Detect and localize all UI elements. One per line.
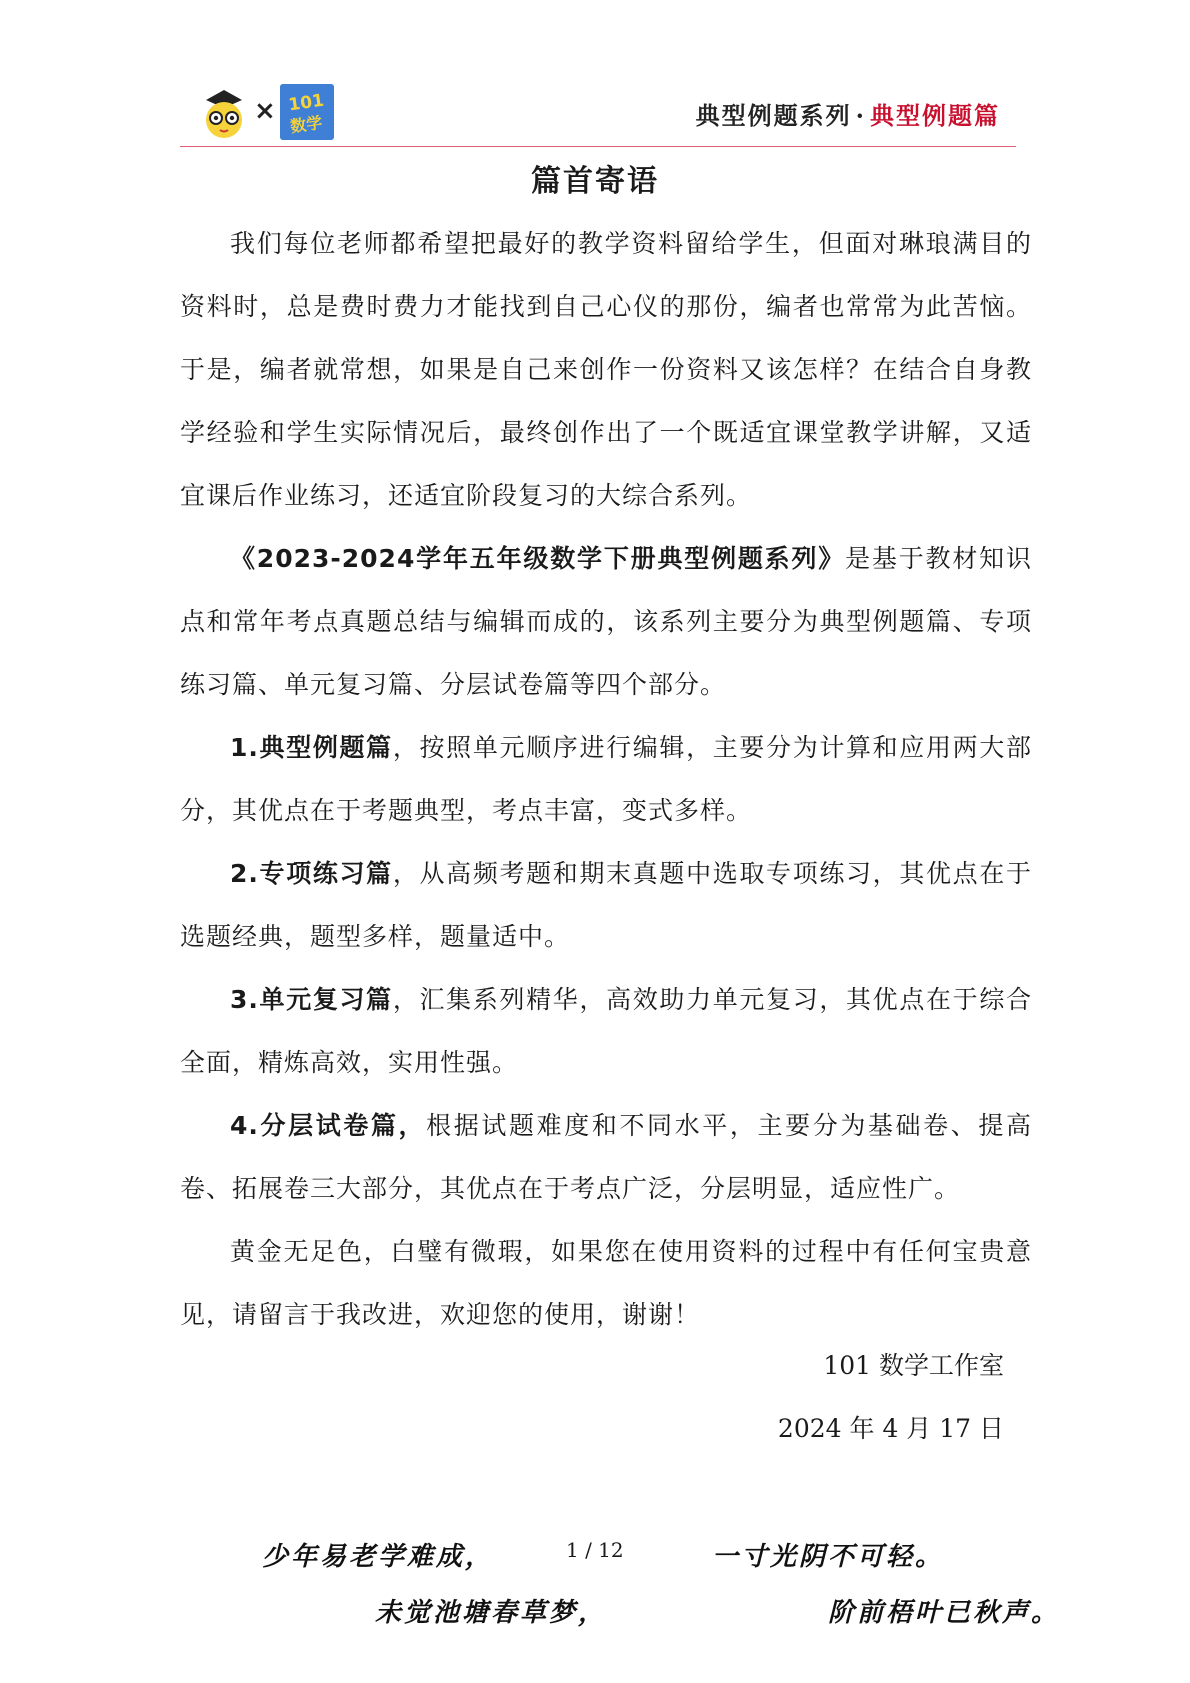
paragraph-series: 《2023-2024学年五年级数学下册典型例题系列》是基于教材知识点和常年考点真题总结与编辑而成的，该系列主要分为典型例题篇、专项练习篇、单元复习篇、分层试卷篇等四个部分。 xyxy=(180,544,1032,699)
footer-poem-line-1-right: 一寸光阴不可轻。 xyxy=(712,1542,945,1572)
part-4-title: 4.分层试卷篇， xyxy=(230,1111,427,1140)
page-title: 篇首寄语 xyxy=(531,164,659,199)
paragraph-intro: 我们每位老师都希望把最好的教学资料留给学生，但面对琳琅满目的资料时，总是费时费力才能找到自己心仪的那份，编者也常常为此苦恼。于是，编者就常想，如果是自己来创作一份资料又该怎样？在结合自身教学经验和学生实际情况后，最终创作出了一个既适宜课堂教学讲解，又适宜课后作业练习，还适宜阶段复习的大综合系列。 xyxy=(180,229,1032,510)
page-number: 1 / 12 xyxy=(566,1538,624,1562)
paragraph-closing: 黄金无足色，白璧有微瑕，如果您在使用资料的过程中有任何宝贵意见，请留言于我改进，欢迎您的使用，谢谢！ xyxy=(180,1237,1032,1329)
footer-poem-line-1-left: 少年易老学难成， xyxy=(262,1542,495,1572)
svg-text:101: 101 xyxy=(287,90,326,116)
part-2-title: 2.专项练习篇 xyxy=(230,859,393,888)
part-1-title: 1.典型例题篇 xyxy=(230,733,393,762)
101-math-logo-icon xyxy=(280,84,334,140)
part-3-title: 3.单元复习篇 xyxy=(230,985,393,1014)
footer-poem-line-2-right: 阶前梧叶已秋声。 xyxy=(828,1598,1061,1628)
header-dot: · xyxy=(855,101,866,130)
paragraph-part-1: 1.典型例题篇，按照单元顺序进行编辑，主要分为计算和应用两大部分，其优点在于考题典型，考点丰富，变式多样。 xyxy=(180,733,1032,825)
paragraph-part-2: 2.专项练习篇，从高频考题和期末真题中选取专项练习，其优点在于选题经典，题型多样，题量适中。 xyxy=(180,859,1032,951)
paragraph-part-4: 4.分层试卷篇，根据试题难度和不同水平，主要分为基础卷、提高卷、拓展卷三大部分，其优点在于考点广泛，分层明显，适应性广。 xyxy=(180,1111,1032,1203)
header-section: 典型例题篇 xyxy=(870,101,1000,130)
logo-separator: × xyxy=(254,96,276,126)
footer-poem-line-2-left: 未觉池塘春草梦， xyxy=(375,1598,608,1628)
page-header xyxy=(180,82,1016,147)
svg-text:数学: 数学 xyxy=(289,112,324,137)
header-series-title xyxy=(696,96,1000,131)
preface-body xyxy=(180,212,1032,1346)
series-name: 《2023-2024学年五年级数学下册典型例题系列》 xyxy=(230,544,846,573)
paragraph-part-3: 3.单元复习篇，汇集系列精华，高效助力单元复习，其优点在于综合全面，精炼高效，实用性强。 xyxy=(180,985,1032,1077)
signature-date: 2024 年 4 月 17 日 xyxy=(777,1414,1004,1443)
owl-logo-icon xyxy=(200,86,248,138)
header-series: 典型例题系列 xyxy=(695,101,852,130)
signature-studio: 101 数学工作室 xyxy=(823,1351,1004,1380)
